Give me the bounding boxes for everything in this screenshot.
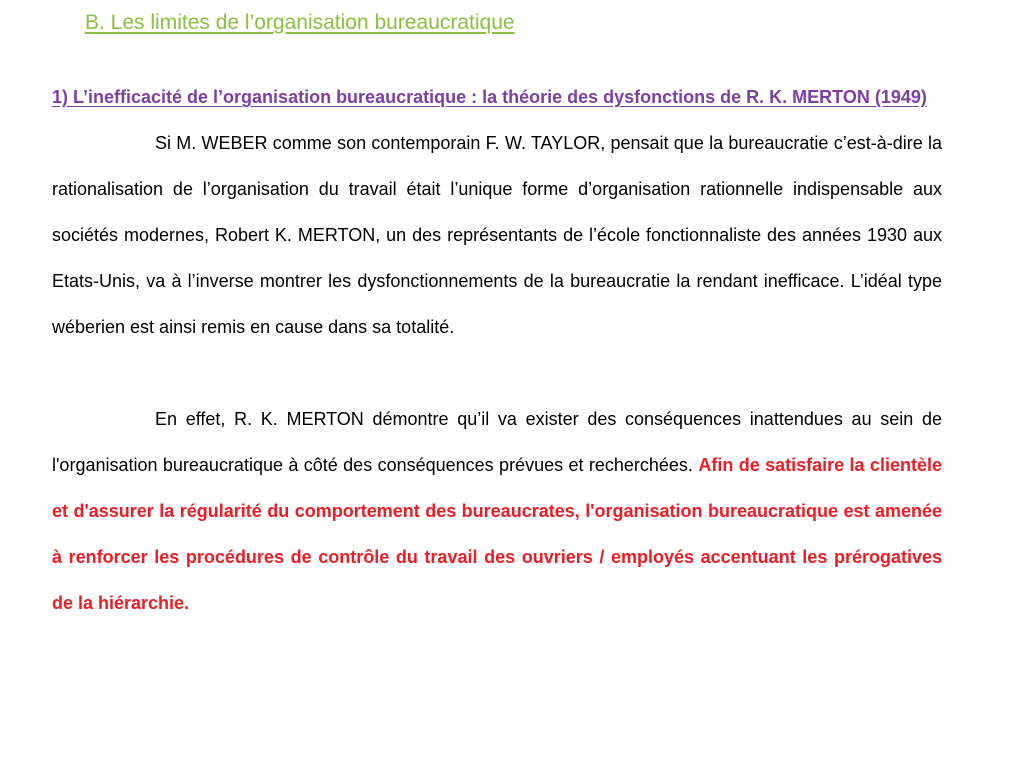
paragraph-spacer xyxy=(52,350,942,396)
paragraph-consequences-intro: En effet, R. K. MERTON démontre qu’il va exister des conséquences inattendues au sein de l'organisation bureaucratique à côté des conséquences prévues et recherchées. xyxy=(52,409,942,475)
section-title: B. Les limites de l’organisation bureaucratique xyxy=(85,11,515,34)
slide-content xyxy=(52,74,942,626)
subtitle: 1) L’inefficacité de l’organisation bureaucratique : la théorie des dysfonctions de R. K. MERTON (1949) xyxy=(52,87,927,107)
highlighted-statement: Afin de satisfaire la clientèle et d'assurer la régularité du comportement des bureaucrates, l'organisation bureaucratique est amenée à renforcer les procédures de contrôle du travail des ouvriers / employés accentuant les prérogatives de la hiérarchie. xyxy=(52,455,942,613)
paragraph-merton-intro: Si M. WEBER comme son contemporain F. W. TAYLOR, pensait que la bureaucratie c’est-à-dire la rationalisation de l’organisation du travail était l’unique forme d’organisation rationnelle indispensable aux sociétés modernes, Robert K. MERTON, un des représentants de l’école fonctionnaliste des années 1930 aux Etats-Unis, va à l’inverse montrer les dysfonctionnements de la bureaucratie la rendant inefficace. L’idéal type wéberien est ainsi remis en cause dans sa totalité. xyxy=(52,133,942,337)
paragraph-consequences xyxy=(52,396,942,626)
